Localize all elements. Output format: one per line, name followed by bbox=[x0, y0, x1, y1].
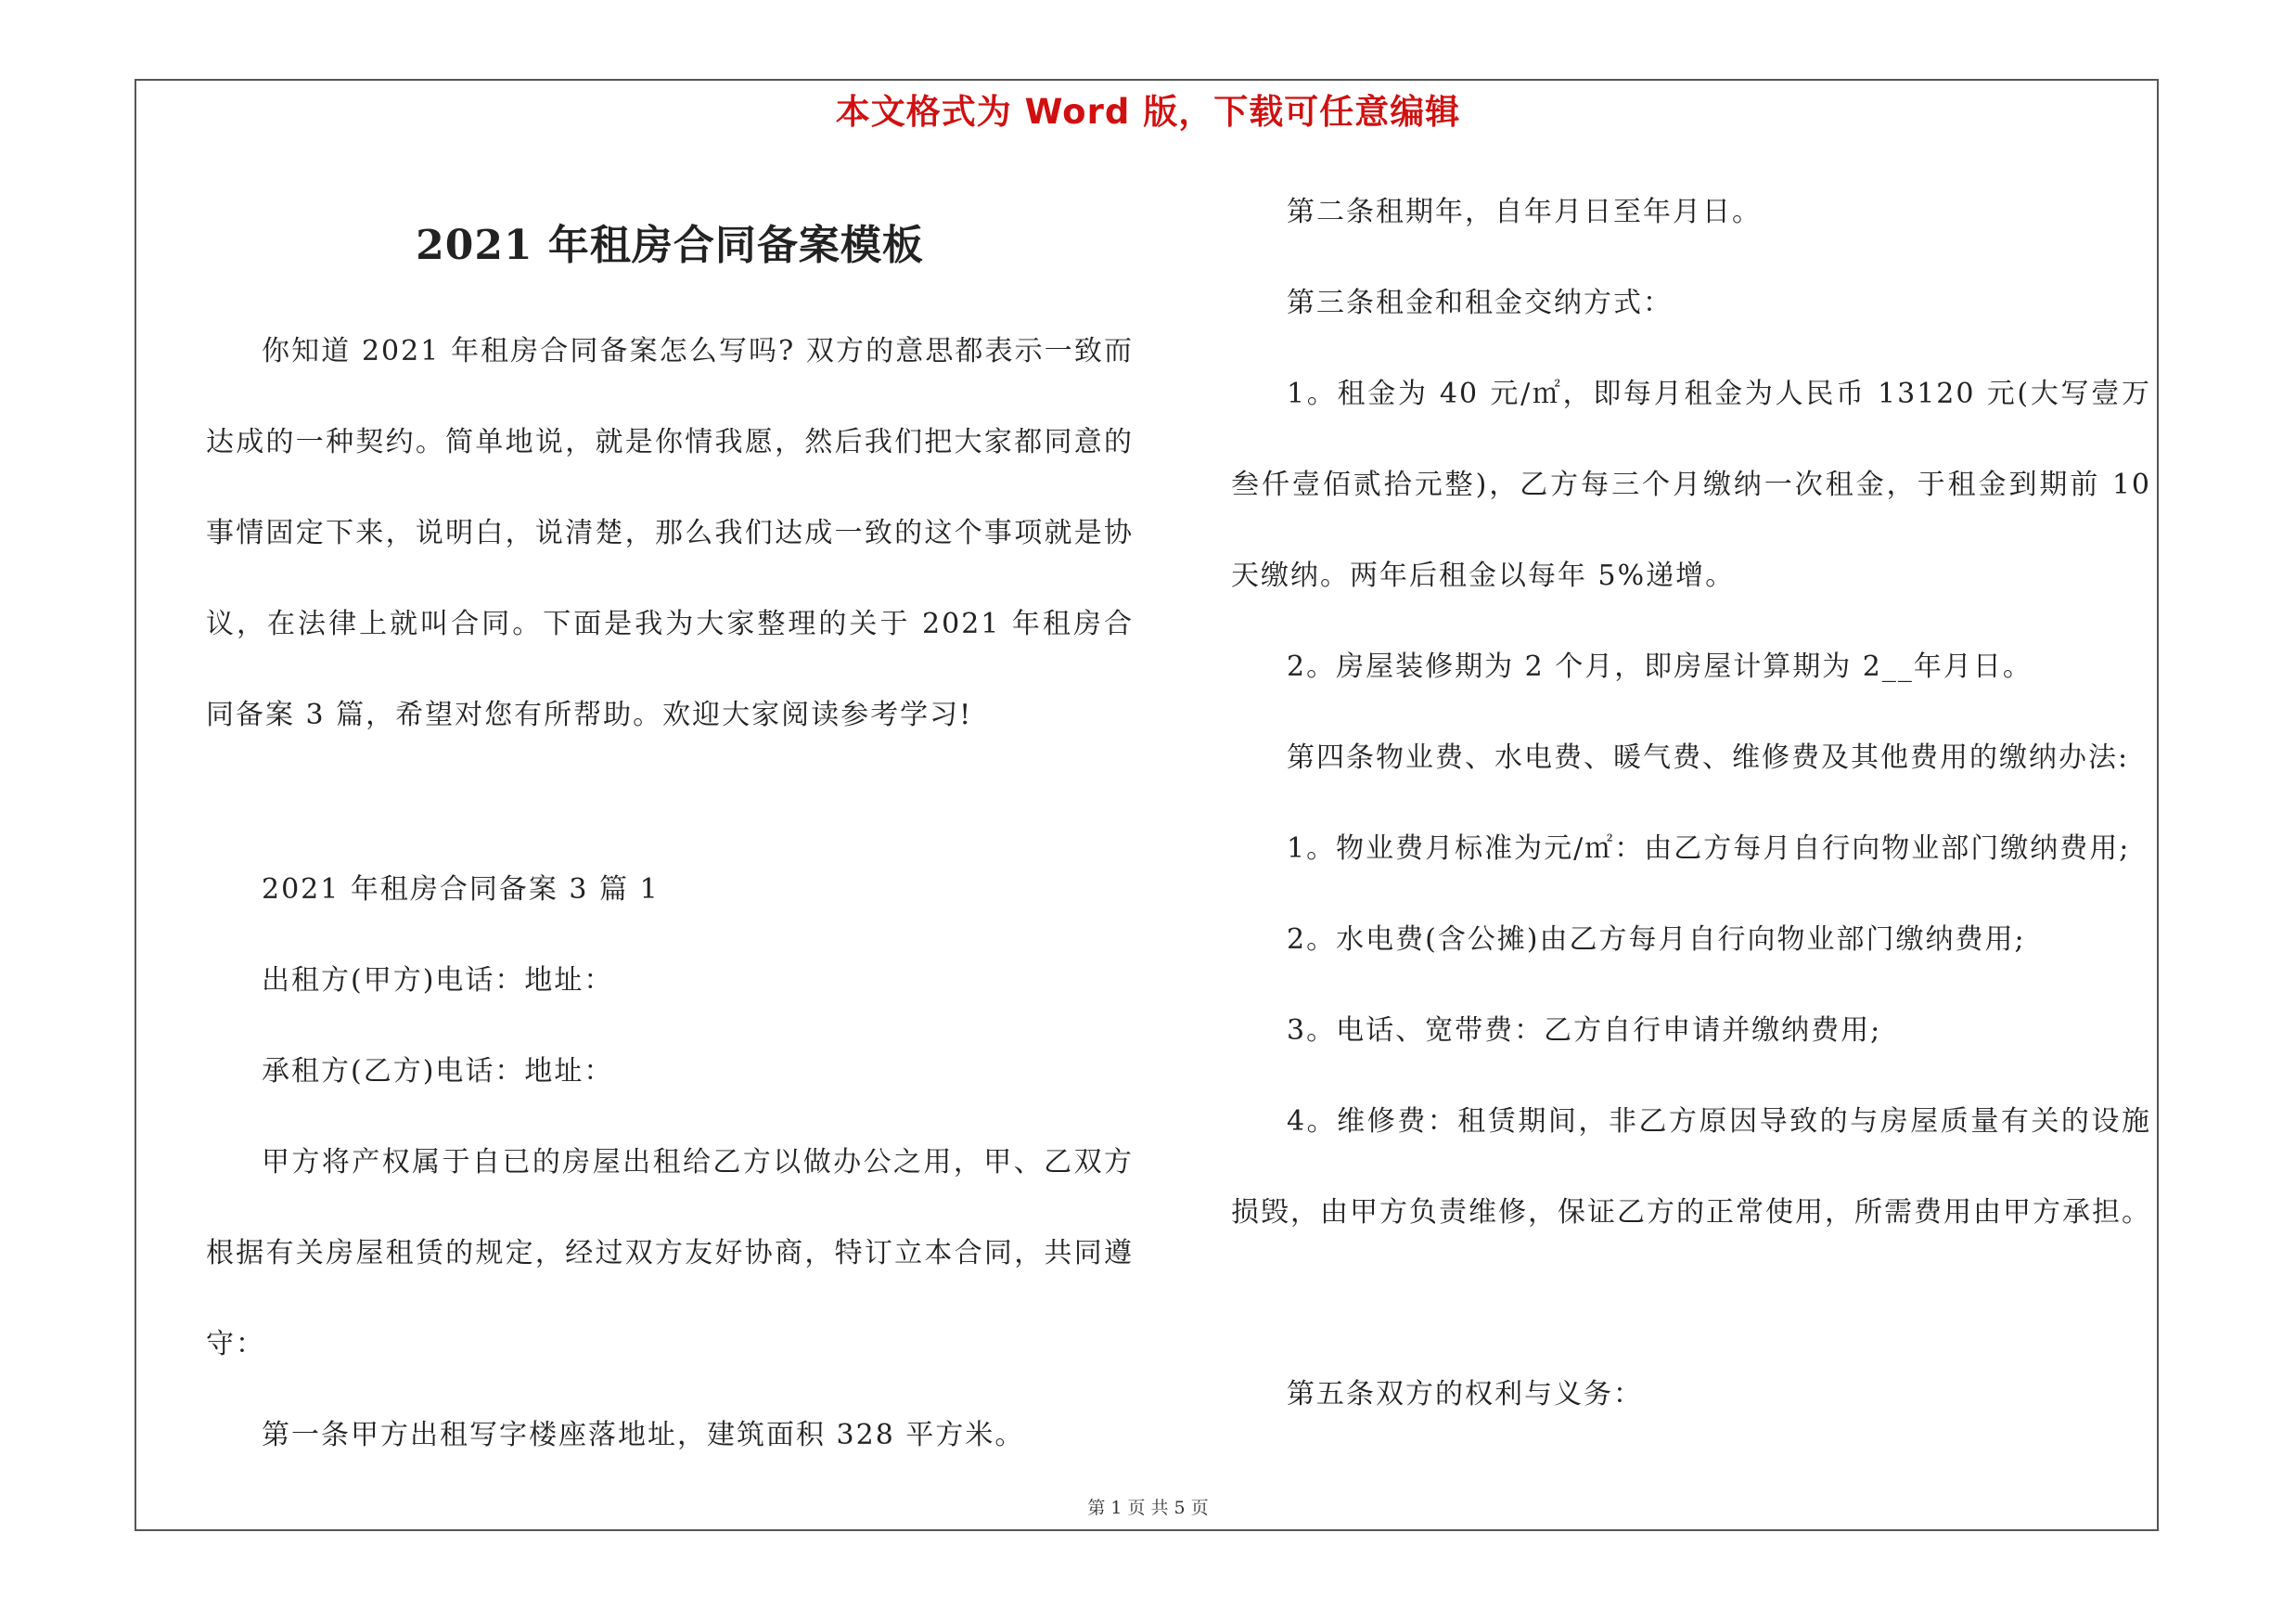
format-banner: 本文格式为 Word 版，下载可任意编辑 bbox=[835, 92, 1461, 132]
utility-fee-clause: 2。水电费(含公摊)由乙方每月自行向物业部门缴纳费用; bbox=[1287, 923, 2026, 956]
article-two: 第二条租期年，自年月日至年月日。 bbox=[1287, 196, 1762, 228]
article-four: 第四条物业费、水电费、暖气费、维修费及其他费用的缴纳办法: bbox=[1287, 741, 2130, 774]
maintenance-fee-clause: 4。维修费：租赁期间，非乙方原因导致的与房屋质量有关的设施损毁，由甲方负责维修，保证乙方的正常使用，所需费用由甲方承担。 bbox=[1231, 1105, 2151, 1229]
lessor-line: 出租方(甲方)电话：地址： bbox=[262, 964, 614, 997]
agreement-paragraph: 甲方将产权属于自已的房屋出租给乙方以做办公之用，甲、乙双方根据有关房屋租赁的规定，经过双方友好协商，特订立本合同，共同遵守： bbox=[206, 1146, 1134, 1360]
intro-paragraph: 你知道 2021 年租房合同备案怎么写吗? 双方的意思都表示一致而达成的一种契约。简单地说，就是你情我愿，然后我们把大家都同意的事情固定下来，说明白，说清楚，那么我们达成一致的这个事项就是协议，在法律上就叫合同。下面是我为大家整理的关于 2021 年租房合同备案 3 篇，希望对您有所帮助。欢迎大家阅读参考学习! bbox=[206, 335, 1134, 731]
property-fee-clause: 1。物业费月标准为元/㎡：由乙方每月自行向物业部门缴纳费用; bbox=[1287, 832, 2131, 865]
page-number: 第 1 页 共 5 页 bbox=[1087, 1498, 1209, 1518]
rent-clause: 1。租金为 40 元/㎡，即每月租金为人民币 13120 元(大写壹万叁仟壹佰贰拾元整)，乙方每三个月缴纳一次租金，于租金到期前 10 天缴纳。两年后租金以每年 5%递增。 bbox=[1231, 378, 2151, 592]
lessee-line: 承租方(乙方)电话：地址： bbox=[262, 1055, 614, 1088]
article-one: 第一条甲方出租写字楼座落地址，建筑面积 328 平方米。 bbox=[262, 1419, 1025, 1451]
telecom-fee-clause: 3。电话、宽带费：乙方自行申请并缴纳费用; bbox=[1287, 1014, 1882, 1047]
article-five: 第五条双方的权利与义务： bbox=[1287, 1378, 1643, 1410]
document-title: 2021 年租房合同备案模板 bbox=[416, 222, 924, 269]
renovation-clause: 2。房屋装修期为 2 个月，即房屋计算期为 2__年月日。 bbox=[1287, 650, 2033, 683]
article-three: 第三条租金和租金交纳方式： bbox=[1287, 287, 1673, 319]
section-heading: 2021 年租房合同备案 3 篇 1 bbox=[262, 873, 660, 906]
